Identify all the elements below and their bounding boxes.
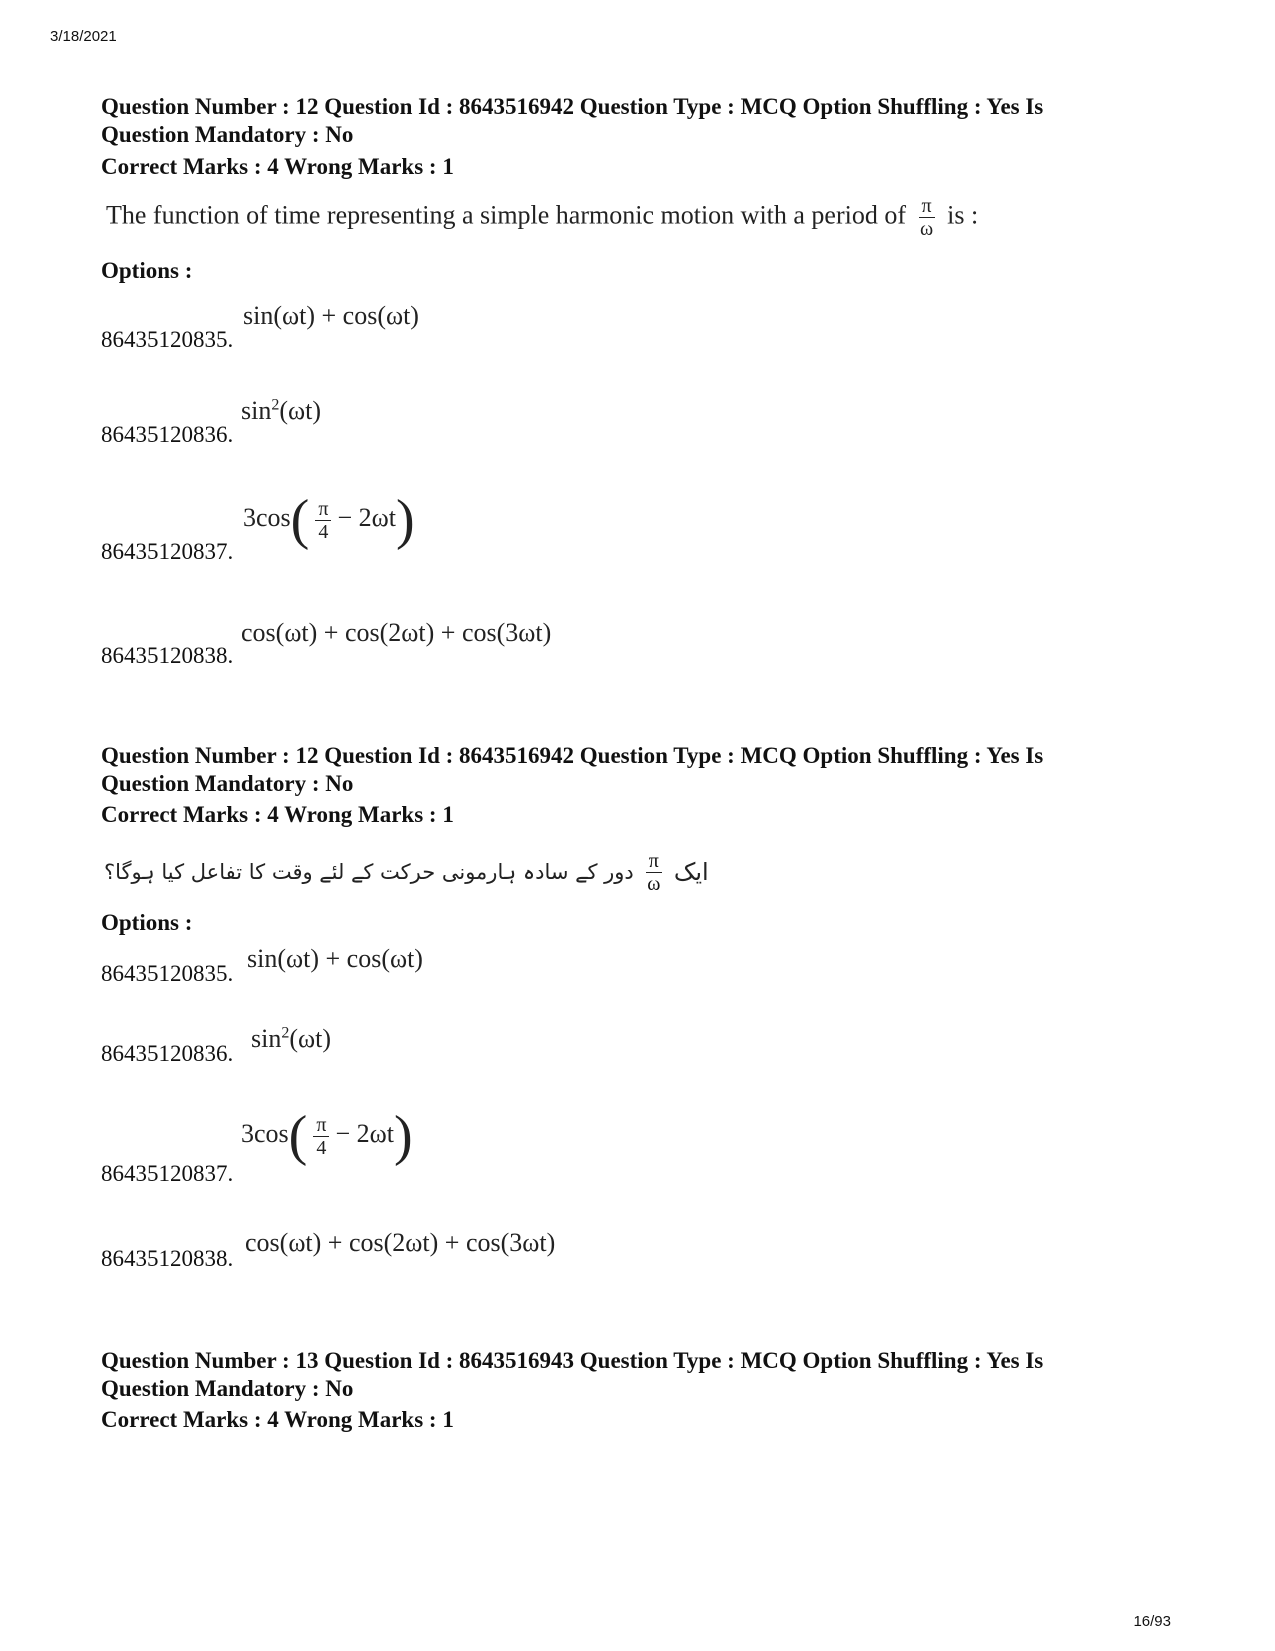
expr-fraction xyxy=(315,498,331,543)
period-fraction xyxy=(919,195,935,240)
options-label: Options : xyxy=(101,258,193,283)
expr-base: sin xyxy=(241,396,272,425)
fraction-numerator: π xyxy=(919,195,935,218)
option-expression xyxy=(251,1024,331,1054)
question-text-end: is : xyxy=(947,200,979,230)
question-marks: Correct Marks : 4 Wrong Marks : 1 xyxy=(101,802,454,827)
option-id: 86435120835. xyxy=(101,327,234,352)
left-paren: ( xyxy=(288,1105,308,1167)
right-paren: ) xyxy=(393,1105,413,1167)
question-meta-line: Question Number : 12 Question Id : 8643516942 Question Type : MCQ Option Shuffling : Yes Is xyxy=(101,743,1044,768)
expr-fraction xyxy=(313,1114,329,1159)
period-fraction xyxy=(646,850,662,895)
expr-tail: − 2ωt xyxy=(337,502,396,532)
fraction-denominator: 4 xyxy=(316,1136,327,1159)
option-id: 86435120838. xyxy=(101,1246,234,1271)
expr-base: sin xyxy=(251,1024,282,1053)
fraction-numerator: π xyxy=(646,850,662,873)
question-header xyxy=(101,1347,1043,1403)
question-text-main: The function of time representing a simple harmonic motion with a period of xyxy=(106,200,907,230)
question-marks: Correct Marks : 4 Wrong Marks : 1 xyxy=(101,154,454,179)
fraction-denominator: 4 xyxy=(318,520,329,543)
left-paren: ( xyxy=(290,489,310,551)
fraction-numerator: π xyxy=(313,1114,329,1137)
question-header xyxy=(101,742,1043,798)
fraction-denominator: ω xyxy=(919,218,934,240)
question-meta-line: Question Number : 13 Question Id : 8643516943 Question Type : MCQ Option Shuffling : Yes Is xyxy=(101,1348,1044,1373)
expr-exponent: 2 xyxy=(271,396,280,414)
question-meta-line: Question Number : 12 Question Id : 8643516942 Question Type : MCQ Option Shuffling : Yes Is xyxy=(101,94,1044,119)
right-paren: ) xyxy=(395,489,415,551)
urdu-text-start: ایک xyxy=(673,858,709,886)
option-expression: cos(ωt) + cos(2ωt) + cos(3ωt) xyxy=(241,618,552,647)
option-expression xyxy=(243,489,415,551)
fraction-numerator: π xyxy=(315,498,331,521)
expr-tail: − 2ωt xyxy=(335,1118,394,1148)
expr-coefficient: 3cos xyxy=(241,1118,289,1148)
print-date: 3/18/2021 xyxy=(50,28,117,45)
expr-argument: (ωt) xyxy=(289,1024,331,1053)
question-text xyxy=(106,195,978,240)
option-id: 86435120837. xyxy=(101,1161,234,1186)
question-text-urdu xyxy=(104,842,709,902)
urdu-text-rest: دور کے سادہ ہارمونی حرکت کے لئے وقت کا تفاعل کیا ہوگا؟ xyxy=(104,860,634,884)
options-label: Options : xyxy=(101,910,193,935)
option-expression xyxy=(241,1105,413,1167)
option-id: 86435120836. xyxy=(101,1041,234,1066)
option-id: 86435120835. xyxy=(101,961,234,986)
option-id: 86435120837. xyxy=(101,539,234,564)
option-expression: cos(ωt) + cos(2ωt) + cos(3ωt) xyxy=(245,1228,556,1257)
expr-argument: (ωt) xyxy=(279,396,321,425)
question-mandatory: Question Mandatory : No xyxy=(101,122,354,147)
page-number: 16/93 xyxy=(1133,1613,1171,1630)
option-id: 86435120838. xyxy=(101,643,234,668)
question-mandatory: Question Mandatory : No xyxy=(101,771,354,796)
option-expression: sin(ωt) + cos(ωt) xyxy=(247,944,423,973)
fraction-denominator: ω xyxy=(647,872,661,895)
option-expression xyxy=(241,396,321,426)
expr-exponent: 2 xyxy=(281,1024,290,1042)
option-id: 86435120836. xyxy=(101,422,234,447)
question-marks: Correct Marks : 4 Wrong Marks : 1 xyxy=(101,1407,454,1432)
expr-coefficient: 3cos xyxy=(243,502,291,532)
question-mandatory: Question Mandatory : No xyxy=(101,1376,354,1401)
option-expression: sin(ωt) + cos(ωt) xyxy=(243,301,419,330)
question-header xyxy=(101,93,1043,149)
